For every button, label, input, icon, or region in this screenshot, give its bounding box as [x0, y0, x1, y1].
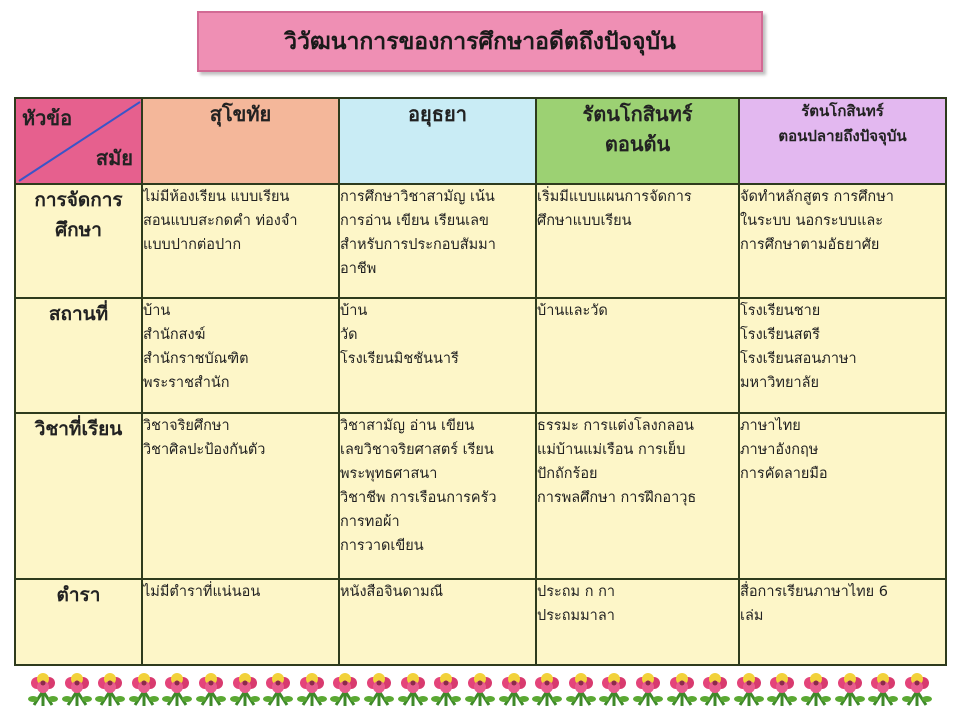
flower-icon — [297, 671, 327, 707]
table-cell — [339, 579, 536, 665]
flower-icon — [667, 671, 697, 707]
flower-icon — [633, 671, 663, 707]
cell-line: โรงเรียนสอนภาษา — [740, 351, 857, 367]
era-header-rattanakosin-early — [536, 98, 739, 184]
cell-line: ไม่มีห้องเรียน แบบเรียน — [143, 189, 290, 205]
flower-border — [28, 671, 932, 711]
cell-line: หนังสือจินดามณี — [340, 584, 444, 600]
flower-icon — [431, 671, 461, 707]
table-cell — [339, 298, 536, 413]
cell-line: บ้าน — [340, 303, 368, 319]
flower-icon — [196, 671, 226, 707]
era-header-sukhothai — [142, 98, 339, 184]
row-topic-header — [15, 184, 142, 298]
cell-line: โรงเรียนมิชชันนารี — [340, 351, 459, 367]
cell-line: การพลศึกษา การฝึกอาวุธ — [537, 490, 697, 506]
table-cell — [142, 579, 339, 665]
cell-line: การคัดลายมือ — [740, 466, 828, 482]
cell-line: มหาวิทยาลัย — [740, 375, 819, 391]
flower-icon — [465, 671, 495, 707]
flower-icon — [532, 671, 562, 707]
flower-icon — [28, 671, 58, 707]
row-topic-header — [15, 298, 142, 413]
cell-line: พระราชสำนัก — [143, 375, 230, 391]
flower-icon — [95, 671, 125, 707]
cell-line: การวาดเขียน — [340, 538, 424, 554]
cell-line: ภาษาอังกฤษ — [740, 442, 819, 458]
cell-line: ไม่มีตำราที่แน่นอน — [143, 584, 261, 600]
cell-line: วิชาจริยศึกษา — [143, 418, 230, 434]
cell-line: ภาษาไทย — [740, 418, 801, 434]
era-label: อยุธยา — [408, 102, 467, 126]
era-label: สุโขทัย — [209, 102, 272, 126]
cell-line: วิชาศิลปะป้องกันตัว — [143, 442, 266, 458]
flower-icon — [230, 671, 260, 707]
flower-icon — [499, 671, 529, 707]
table-cell — [339, 413, 536, 579]
era-label: ตอนปลายถึงปัจจุบัน — [778, 127, 907, 145]
table-row — [15, 184, 946, 298]
cell-line: บ้านและวัด — [537, 303, 608, 319]
table-cell — [142, 184, 339, 298]
flower-icon — [364, 671, 394, 707]
era-label: รัตนโกสินทร์ — [582, 102, 693, 126]
cell-line: บ้าน — [143, 303, 171, 319]
cell-line: ในระบบ นอกระบบและ — [740, 213, 883, 229]
flower-icon — [767, 671, 797, 707]
table-row — [15, 413, 946, 579]
flower-icon — [398, 671, 428, 707]
cell-line: จัดทำหลักสูตร การศึกษา — [740, 189, 894, 205]
table-cell — [536, 298, 739, 413]
cell-line: สอนแบบสะกดคำ ท่องจำ — [143, 213, 298, 229]
table-cell — [739, 579, 946, 665]
education-table — [14, 97, 947, 666]
cell-line: การศึกษาวิชาสามัญ เน้น — [340, 189, 495, 205]
cell-line: ธรรมะ การแต่งโลงกลอน — [537, 418, 694, 434]
cell-line: ปักถักร้อย — [537, 466, 598, 482]
cell-line: ประถม ก กา — [537, 584, 616, 600]
topic-line: ตำรา — [56, 584, 101, 606]
cell-line: พระพุทธศาสนา — [340, 466, 438, 482]
corner-era-label: สมัย — [95, 146, 133, 170]
cell-line: โรงเรียนชาย — [740, 303, 821, 319]
corner-header — [15, 98, 142, 184]
table-cell — [739, 298, 946, 413]
cell-line: สื่อการเรียนภาษาไทย 6 — [740, 584, 889, 600]
flower-icon — [700, 671, 730, 707]
cell-line: วิชาชีพ การเรือนการครัว — [340, 490, 497, 506]
page-title: วิวัฒนาการของการศึกษาอดีตถึงปัจจุบัน — [197, 11, 763, 72]
row-topic-header — [15, 413, 142, 579]
cell-line: ศึกษาแบบเรียน — [537, 213, 632, 229]
cell-line: ประถมมาลา — [537, 608, 615, 624]
flower-icon — [902, 671, 932, 707]
flower-icon — [868, 671, 898, 707]
era-header-ayutthaya — [339, 98, 536, 184]
cell-line: สำหรับการประกอบสัมมา — [340, 237, 496, 253]
cell-line: เริ่มมีแบบแผนการจัดการ — [537, 189, 692, 205]
row-topic-header — [15, 579, 142, 665]
table-cell — [142, 298, 339, 413]
table-cell — [339, 184, 536, 298]
table-cell — [536, 413, 739, 579]
topic-line: ศึกษา — [55, 219, 102, 241]
flower-icon — [162, 671, 192, 707]
flower-icon — [62, 671, 92, 707]
table-cell — [739, 413, 946, 579]
cell-line: การศึกษาตามอัธยาศัย — [740, 237, 880, 253]
table-row — [15, 579, 946, 665]
cell-line: สำนักราชบัณฑิต — [143, 351, 249, 367]
table-cell — [536, 579, 739, 665]
cell-line: แบบปากต่อปาก — [143, 237, 242, 253]
topic-line: วิชาที่เรียน — [34, 418, 123, 440]
table-cell — [142, 413, 339, 579]
flower-icon — [599, 671, 629, 707]
header-row — [15, 98, 946, 184]
table-cell — [536, 184, 739, 298]
table-cell — [739, 184, 946, 298]
era-label: รัตนโกสินทร์ — [801, 102, 884, 120]
topic-line: การจัดการ — [34, 189, 123, 211]
corner-topic-label: หัวข้อ — [22, 106, 73, 130]
cell-line: วิชาสามัญ อ่าน เขียน — [340, 418, 475, 434]
cell-line: โรงเรียนสตรี — [740, 327, 820, 343]
cell-line: เล่ม — [740, 608, 764, 624]
flower-icon — [330, 671, 360, 707]
cell-line: แม่บ้านแม่เรือน การเย็บ — [537, 442, 686, 458]
era-header-rattanakosin-late — [739, 98, 946, 184]
table-row — [15, 298, 946, 413]
cell-line: การทอผ้า — [340, 514, 400, 530]
cell-line: สำนักสงฆ์ — [143, 327, 206, 343]
topic-line: สถานที่ — [48, 303, 109, 325]
flower-icon — [566, 671, 596, 707]
flower-icon — [734, 671, 764, 707]
flower-icon — [801, 671, 831, 707]
flower-icon — [835, 671, 865, 707]
era-label: ตอนต้น — [604, 132, 671, 156]
cell-line: วัด — [340, 327, 358, 343]
cell-line: การอ่าน เขียน เรียนเลข — [340, 213, 489, 229]
cell-line: เลขวิชาจริยศาสตร์ เรียน — [340, 442, 494, 458]
flower-icon — [263, 671, 293, 707]
flower-icon — [129, 671, 159, 707]
cell-line: อาชีพ — [340, 261, 377, 277]
